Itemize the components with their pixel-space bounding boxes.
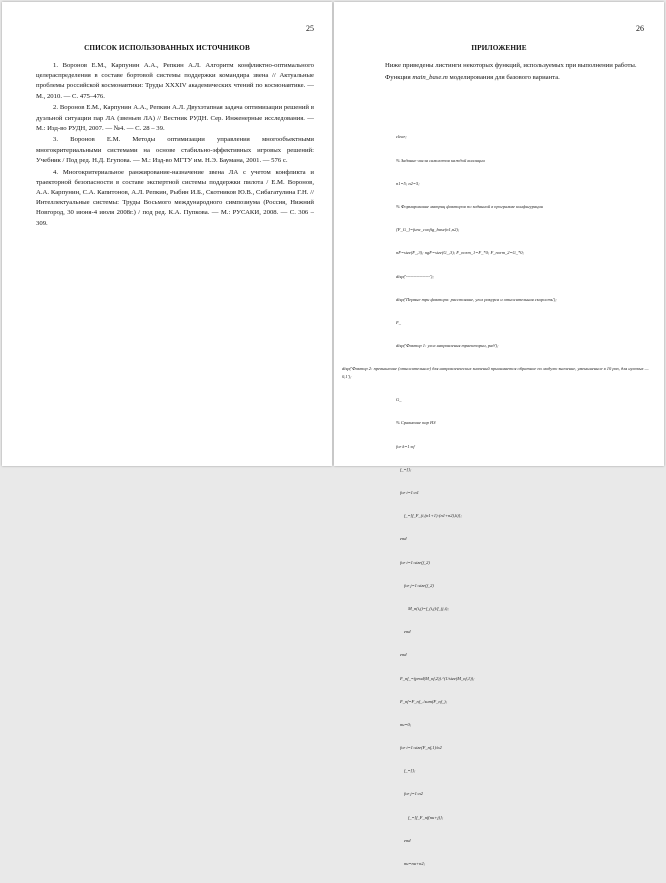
- code-line: nF=size(F_,3); ngF=size(G_,3); F_norm_1=F_*0; F_norm_2=G_*0;: [396, 250, 525, 256]
- code-line: G_: [396, 397, 402, 403]
- code-line: end: [400, 536, 407, 542]
- code-line: for i=1:n1: [400, 490, 419, 496]
- code-line: F_: [396, 319, 401, 325]
- code-line: end: [404, 629, 411, 635]
- code-line: f_=[];: [400, 466, 412, 472]
- page-number: 25: [306, 24, 314, 33]
- code-line: disp('Первые три фактора: расстояние, угол ракурса и относительная скорость');: [396, 296, 557, 302]
- reference-item: 1. Воронов Е.М., Карпунин А.А., Репкин А.Л. Алгоритм конфликтно-оптимального целераспределения в составе бортовой системы поддержки командира звена // Актуальные проблемы российской космонавтики: Труды XXXIV академических чтений по космонавтике. — М., 2010. — С. 475–476.: [36, 62, 314, 100]
- code-line: % Задание числа самолетов каждой коалиции: [396, 157, 485, 163]
- code-line: f_=[f_F_(i,(n1+1):(n1+n2),k)];: [404, 513, 462, 519]
- code-line: disp('Фактор 2: превышение (относительное) для направленческих значений принимается обратное по модулю значение, уменьшенное в 10 раз, для нулевых — 0,1');: [342, 366, 649, 380]
- code-line: F_nf_=(prod(M_nf,2)).^(1/size(M_nf,1));: [400, 675, 475, 681]
- code-line: f_=[f_F_nf(nu+j)];: [408, 814, 444, 820]
- code-line: n1=5; n2=5;: [396, 180, 420, 186]
- code-line: for i=1:size(f_2): [400, 559, 430, 565]
- code-line: for j=1:size(f_2): [404, 582, 434, 588]
- code-line: nu=nu+n2;: [404, 861, 426, 867]
- code-line: [F_G_]=func_config_base(n1,n2);: [396, 227, 460, 233]
- reference-item: 4. Многокритериальное ранжирование-назначение звена ЛА с учетом конфликта и траекторной безопасности в составе экспертной системы поддержки пилота / Е.М. Воронов, А.А. Карпунин, С.А. Капитонов, А.Л. Репкин, Рыбин И.Б., Скотников Ю.В., Сибагатулина Г.Н. // Интеллектуальные системы: Труды Восьмого международного симпозиума (Россия, Нижний Новгород, 30 июня-4 июля 2008г.) / под ред. К.А. Пупкова. — М.: РУСАКИ, 2008. — С. 306 – 309.: [36, 168, 314, 227]
- reference-item: 3. Воронов Е.М. Методы оптимизации управления многообъектными многокритериальными системами на основе стабильно-эффективных игровых решений: Учебник / Под ред. Н.Д. Егупова. — М.: Изд-во МГТУ им. Н.Э. Баумана, 2001. — 576 с.: [36, 136, 314, 164]
- code-line: end: [400, 652, 407, 658]
- code-line: nu=0;: [400, 721, 412, 727]
- appendix-intro-block: [368, 61, 646, 84]
- page-right: [334, 2, 664, 867]
- code-line: M_n(i,j)=f_(i,j)/f_(j,i);: [408, 605, 449, 611]
- code-line: disp('Фактор 1: угол направления траектории, рад');: [396, 343, 499, 349]
- references-title: СПИСОК ИСПОЛЬЗОВАННЫХ ИСТОЧНИКОВ: [84, 44, 250, 52]
- reference-item: 2. Воронов Е.М., Карпунин А.А., Репкин А.Л. Двухэтапная задача оптимизации решений в дуэльной ситуации пар ЛА (звеньев ЛА) // Вестник РУДН. Сер. Инженерные исследования. — М.: Изд-во РУДН, 2007. — №4. — С. 28 – 39.: [36, 104, 314, 132]
- code-line: for i=1:size(F_nf,1)/n2: [400, 745, 442, 751]
- page-left: [2, 2, 332, 466]
- code-line: end: [404, 837, 411, 843]
- code-listing: [342, 118, 654, 883]
- code-line: clear;: [396, 134, 407, 140]
- code-line: F_nf=F_nf_./sum(F_nf_);: [400, 698, 448, 704]
- function-name: main_base.m: [412, 73, 448, 81]
- code-line: for k=1:nf: [396, 443, 415, 449]
- function-intro: Функция main_base.m моделирования для базового варианта.: [385, 73, 560, 81]
- code-line: disp('----------------');: [396, 273, 434, 279]
- code-line: f_=[];: [404, 768, 416, 774]
- appendix-intro: Ниже приведены листинги некоторых функций, используемых при выполнении работы.: [385, 62, 637, 69]
- code-line: for j=1:n2: [404, 791, 423, 797]
- references-list: [36, 61, 314, 230]
- code-line: % Формирование матриц факторов по заданной в программе конфигурации: [396, 204, 543, 210]
- page-number: 26: [636, 24, 644, 33]
- appendix-title: ПРИЛОЖЕНИЕ: [471, 44, 527, 52]
- code-line: % Сравнение пар НЗ: [396, 420, 436, 426]
